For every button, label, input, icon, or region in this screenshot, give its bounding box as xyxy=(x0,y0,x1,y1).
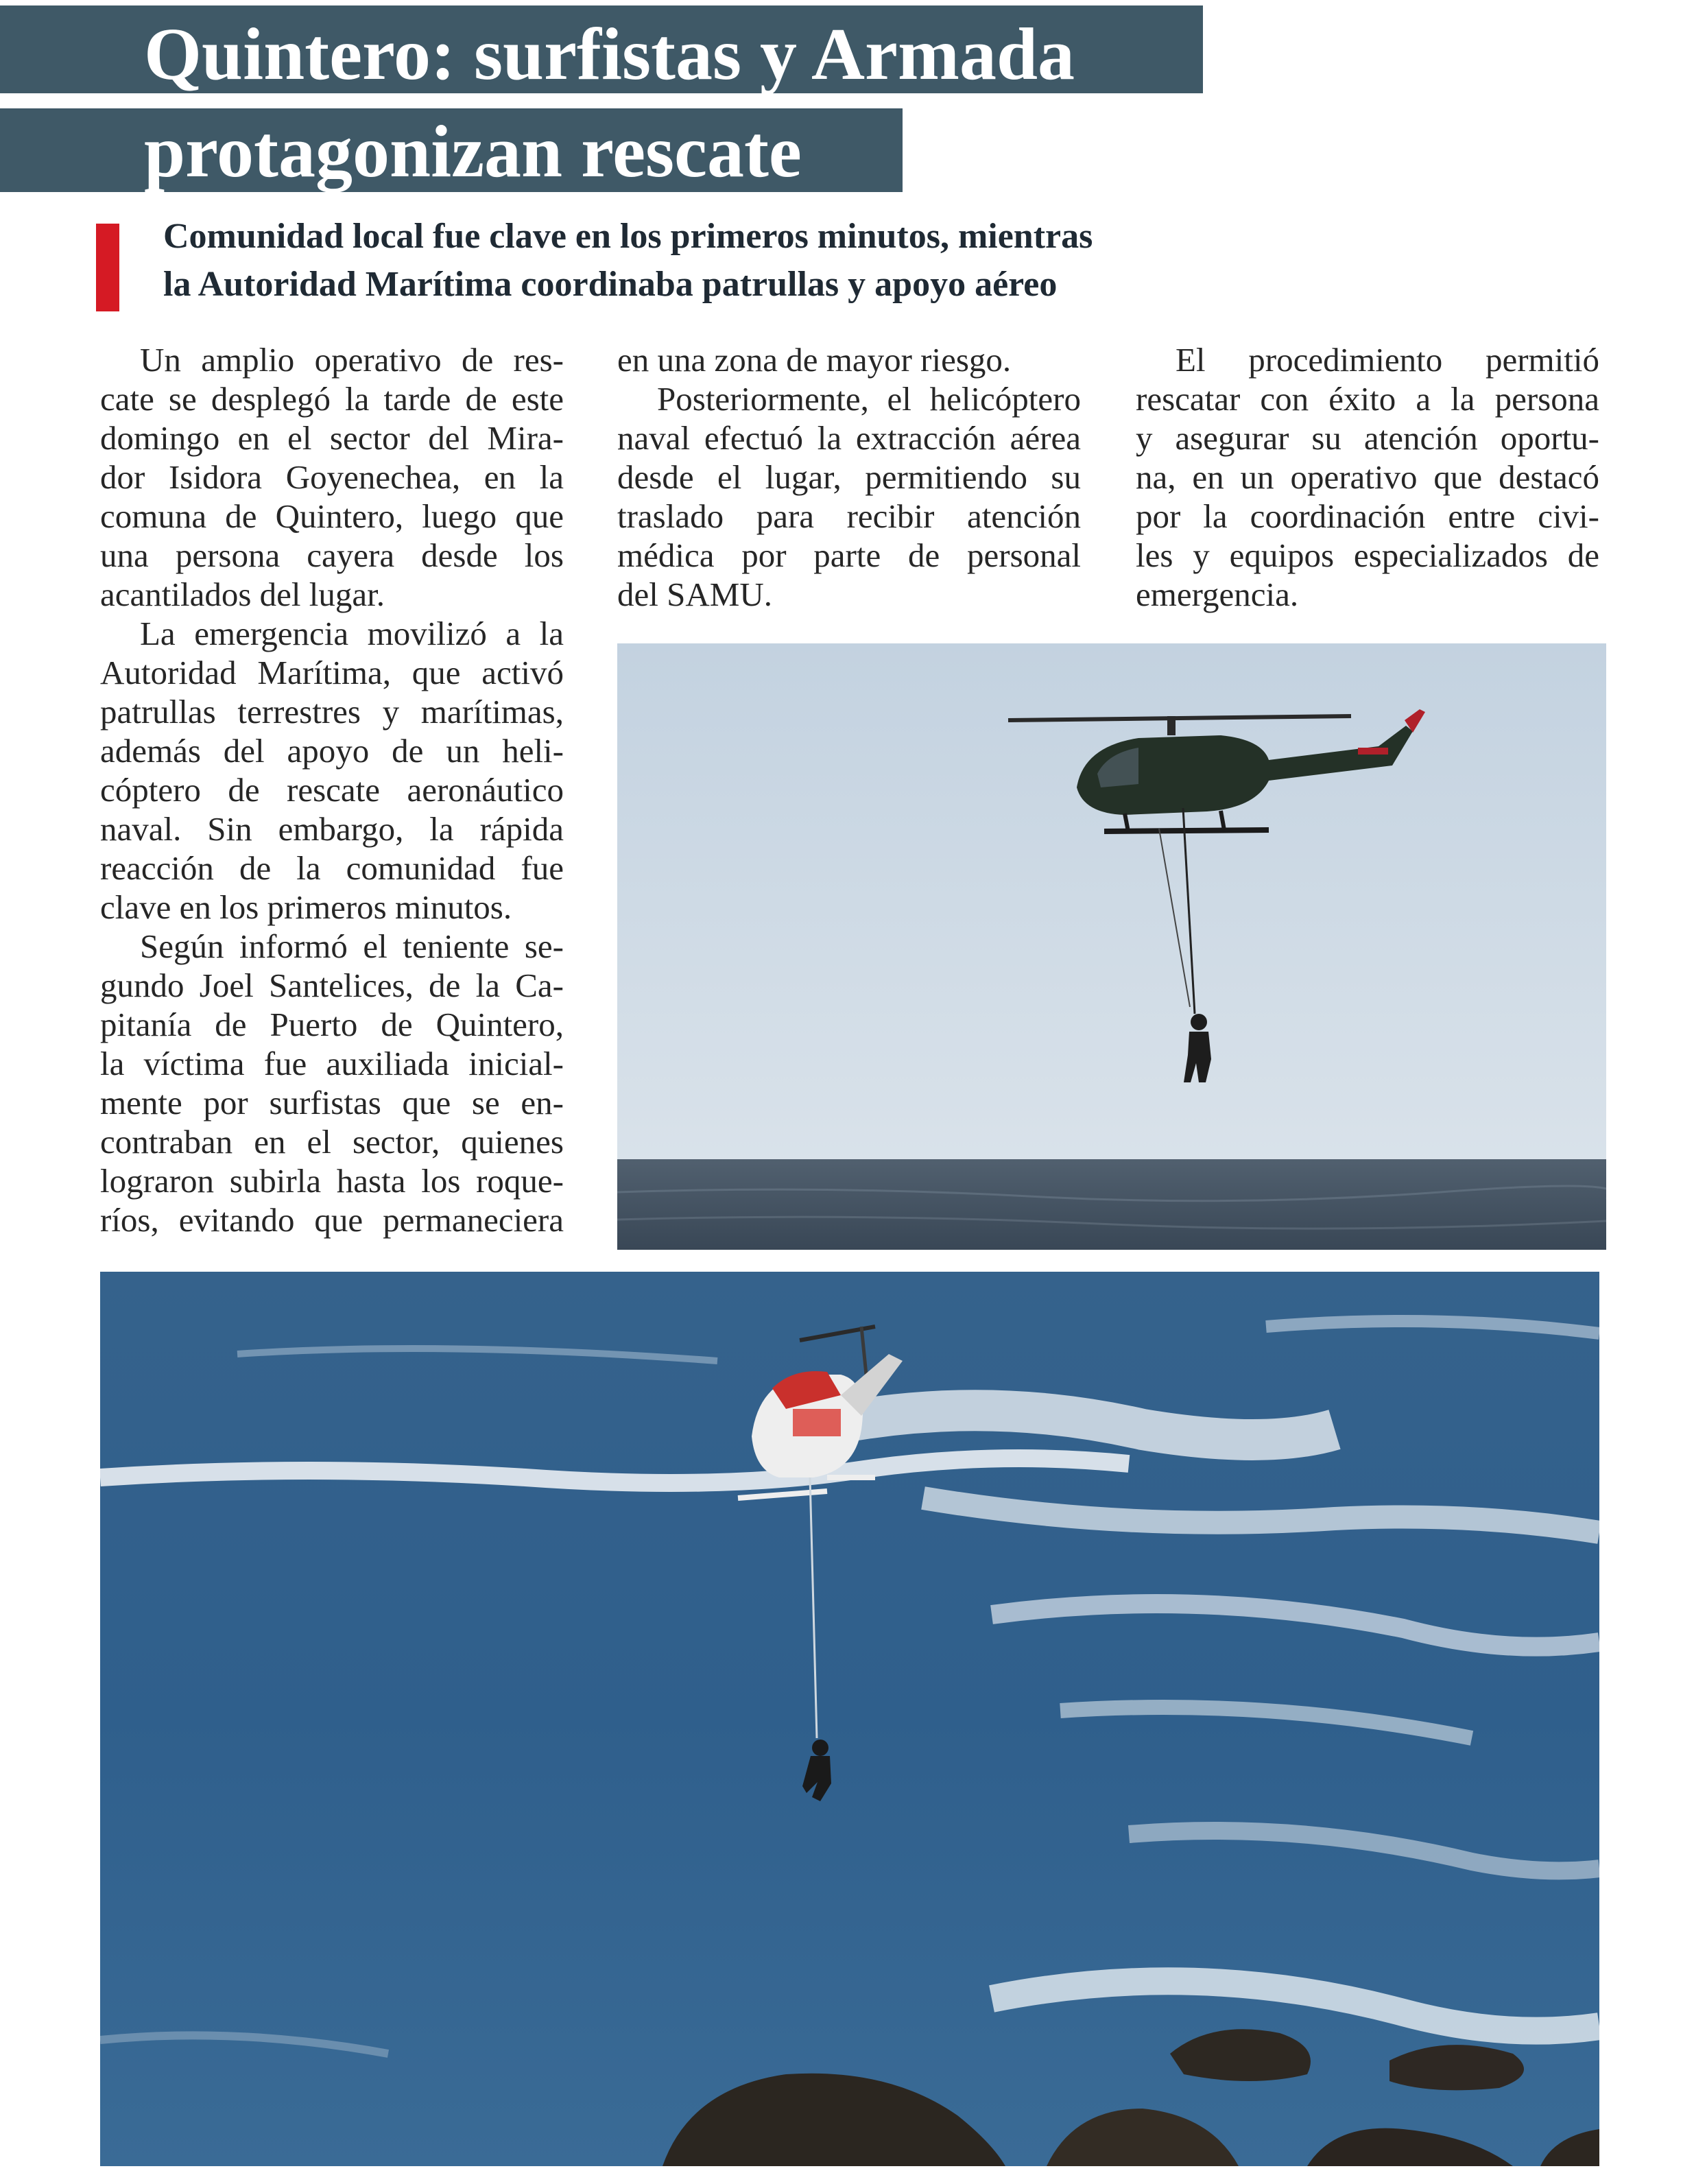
body-line: contraban en el sector, quienes xyxy=(100,1123,564,1161)
body-line: domingo en el sector del Mira- xyxy=(100,419,564,457)
body-line: pitanía de Puerto de Quintero, xyxy=(100,1006,564,1043)
body-line: acantilados del lugar. xyxy=(100,575,385,613)
body-line: comuna de Quintero, luego que xyxy=(100,497,564,535)
body-line: Posteriormente, el helicóptero xyxy=(657,380,1081,418)
body-line: patrullas terrestres y marítimas, xyxy=(100,693,564,731)
body-line: por la coordinación entre civi- xyxy=(1136,497,1599,535)
body-line: na, en un operativo que destacó xyxy=(1136,458,1599,496)
body-line: del SAMU. xyxy=(617,575,772,613)
subheadline-line-2: la Autoridad Marítima coordinaba patrullas y apoyo aéreo xyxy=(163,265,1058,304)
headline-line-1: Quintero: surfistas y Armada xyxy=(0,5,1203,93)
body-line: naval. Sin embargo, la rápida xyxy=(100,810,564,848)
body-column-2 xyxy=(617,340,1081,614)
body-line: La emergencia movilizó a la xyxy=(140,615,564,652)
body-column-3 xyxy=(1136,340,1599,614)
body-line: naval efectuó la extracción aérea xyxy=(617,419,1081,457)
body-line: además del apoyo de un heli- xyxy=(100,732,564,770)
headline-line-2: protagonizan rescate xyxy=(0,108,903,192)
body-column-1 xyxy=(100,340,564,1239)
body-line: ríos, evitando que permaneciera xyxy=(100,1201,564,1239)
body-line: mente por surfistas que se en- xyxy=(100,1084,564,1121)
body-line: traslado para recibir atención xyxy=(617,497,1081,535)
body-line: cate se desplegó la tarde de este xyxy=(100,380,564,418)
body-line: dor Isidora Goyenechea, en la xyxy=(100,458,564,496)
body-line: y asegurar su atención oportu- xyxy=(1136,419,1599,457)
body-line: Autoridad Marítima, que activó xyxy=(100,654,564,691)
body-line: clave en los primeros minutos. xyxy=(100,888,512,926)
subheadline-line-1: Comunidad local fue clave en los primeros minutos, mientras xyxy=(163,217,1093,256)
body-line: Un amplio operativo de res- xyxy=(140,341,564,379)
body-line: una persona cayera desde los xyxy=(100,536,564,574)
body-line: gundo Joel Santelices, de la Ca- xyxy=(100,966,564,1004)
body-line: rescatar con éxito a la persona xyxy=(1136,380,1599,418)
body-line: reacción de la comunidad fue xyxy=(100,849,564,887)
body-line: cóptero de rescate aeronáutico xyxy=(100,771,564,809)
body-line: emergencia. xyxy=(1136,575,1299,613)
body-line: desde el lugar, permitiendo su xyxy=(617,458,1081,496)
subheadline xyxy=(163,213,1603,309)
photo-helicopter-over-sea xyxy=(100,1272,1599,2166)
body-line: médica por parte de personal xyxy=(617,536,1081,574)
photo-helicopter-hoist xyxy=(617,643,1606,1250)
body-line: Según informó el teniente se- xyxy=(140,927,564,965)
body-line: les y equipos especializados de xyxy=(1136,536,1599,574)
subheadline-accent-bar xyxy=(96,224,119,311)
body-line: El procedimiento permitió xyxy=(1176,341,1599,379)
body-line: en una zona de mayor riesgo. xyxy=(617,341,1012,379)
body-line: la víctima fue auxiliada inicial- xyxy=(100,1045,564,1082)
body-line: lograron subirla hasta los roque- xyxy=(100,1162,564,1200)
